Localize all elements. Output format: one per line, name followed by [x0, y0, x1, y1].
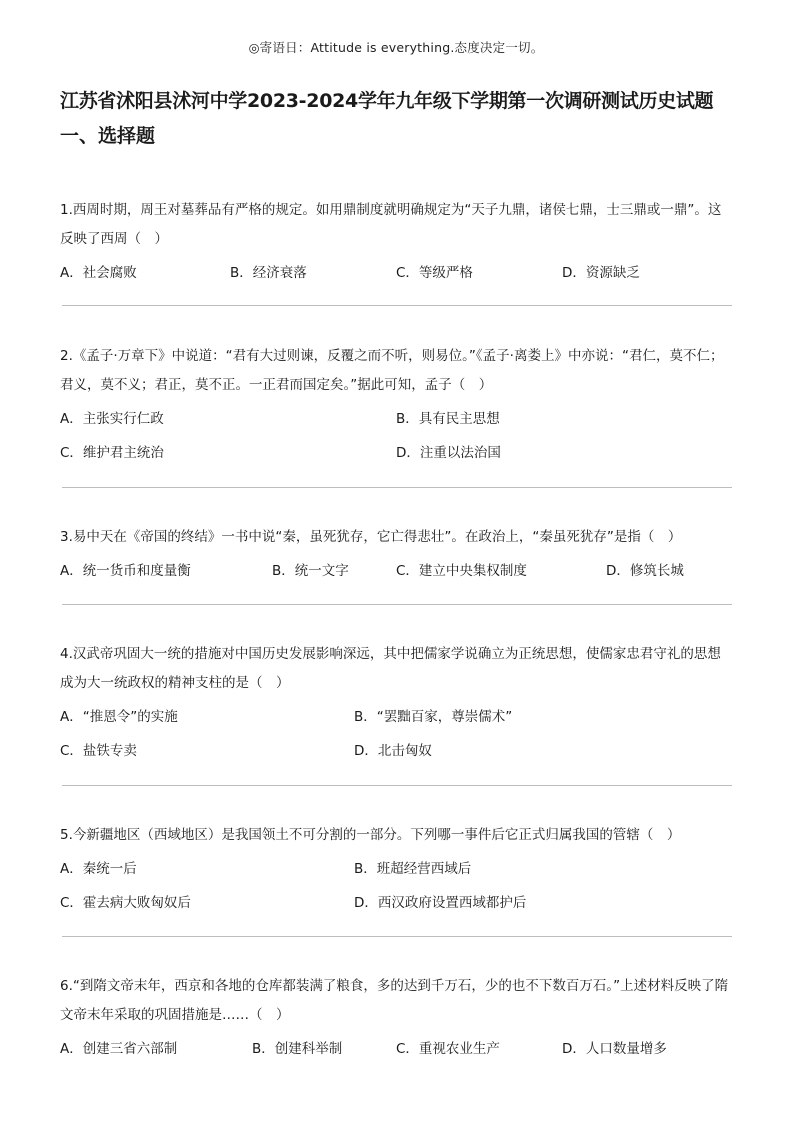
question-3 — [60, 523, 732, 586]
option-c[interactable]: C．建立中央集权制度 — [396, 563, 527, 579]
document-title: 江苏省沭阳县沭河中学2023-2024学年九年级下学期第一次调研测试历史试题 — [60, 90, 714, 112]
option-d[interactable]: D．修筑长城 — [606, 563, 684, 579]
option-c[interactable]: C．盐铁专卖 — [60, 743, 137, 759]
option-b[interactable]: B．班超经营西域后 — [354, 861, 472, 877]
question-6 — [60, 972, 732, 1064]
option-c[interactable]: C．维护君主统治 — [60, 445, 164, 461]
question-5 — [60, 821, 732, 918]
option-a[interactable]: A．秦统一后 — [60, 861, 137, 877]
question-stem: 3.易中天在《帝国的终结》一书中说“秦，虽死犹存，它亡得悲壮”。在政治上，“秦虽死犹存”是指（ ） — [60, 529, 682, 545]
question-divider — [62, 487, 732, 488]
option-a[interactable]: A．社会腐败 — [60, 265, 137, 281]
option-b[interactable]: B．经济衰落 — [230, 265, 307, 281]
option-d[interactable]: D．人口数量增多 — [562, 1041, 667, 1057]
options-row — [60, 1030, 732, 1064]
options-row — [60, 850, 732, 884]
question-divider — [62, 785, 732, 786]
option-c[interactable]: C．等级严格 — [396, 265, 473, 281]
option-d[interactable]: D．北击匈奴 — [354, 743, 432, 759]
option-b[interactable]: B．统一文字 — [272, 563, 349, 579]
question-divider — [62, 305, 732, 306]
options-row — [60, 254, 732, 288]
option-b[interactable]: B．创建科举制 — [252, 1041, 343, 1057]
question-stem: 1.西周时期，周王对墓葬品有严格的规定。如用鼎制度就明确规定为“天子九鼎，诸侯七鼎，士三鼎或一鼎”。这反映了西周（ ） — [60, 202, 722, 247]
question-stem: 2.《孟子·万章下》中说道：“君有大过则谏，反覆之而不听，则易位。”《孟子·离娄上》中亦说：“君仁，莫不仁；君义，莫不义；君正，莫不正。一正君而国定矣。”据此可知，孟子（ ） — [60, 348, 724, 393]
options-row — [60, 552, 732, 586]
question-stem: 5.今新疆地区（西域地区）是我国领土不可分割的一部分。下列哪一事件后它正式归属我国的管辖（ ） — [60, 827, 681, 843]
options-row — [60, 400, 732, 434]
section-heading: 一、选择题 — [60, 125, 156, 147]
question-divider — [62, 604, 732, 605]
option-a[interactable]: A．创建三省六部制 — [60, 1041, 178, 1057]
option-b[interactable]: B．具有民主思想 — [396, 411, 500, 427]
question-4 — [60, 640, 732, 766]
option-a[interactable]: A．“推恩令”的实施 — [60, 709, 178, 725]
options-row — [60, 698, 732, 732]
option-c[interactable]: C．重视农业生产 — [396, 1041, 500, 1057]
question-1 — [60, 196, 732, 288]
question-divider — [62, 936, 732, 937]
question-2 — [60, 342, 732, 468]
question-stem: 4.汉武帝巩固大一统的措施对中国历史发展影响深远，其中把儒家学说确立为正统思想，使儒家忠君守礼的思想成为大一统政权的精神支柱的是（ ） — [60, 646, 721, 691]
option-d[interactable]: D．资源缺乏 — [562, 265, 640, 281]
question-stem: 6.“到隋文帝末年，西京和各地的仓库都装满了粮食，多的达到千万石，少的也不下数百万石。”上述材料反映了隋文帝末年采取的巩固措施是……（ ） — [60, 978, 729, 1023]
options-row — [60, 434, 732, 468]
options-row — [60, 732, 732, 766]
option-b[interactable]: B．“罢黜百家，尊崇儒术” — [354, 709, 513, 725]
option-d[interactable]: D．注重以法治国 — [396, 445, 501, 461]
option-c[interactable]: C．霍去病大败匈奴后 — [60, 895, 191, 911]
option-d[interactable]: D．西汉政府设置西域都护后 — [354, 895, 527, 911]
header-motto: ◎寄语日：Attitude is everything.态度决定一切。 — [248, 40, 544, 55]
option-a[interactable]: A．统一货币和度量衡 — [60, 563, 191, 579]
option-a[interactable]: A．主张实行仁政 — [60, 411, 164, 427]
options-row — [60, 884, 732, 918]
